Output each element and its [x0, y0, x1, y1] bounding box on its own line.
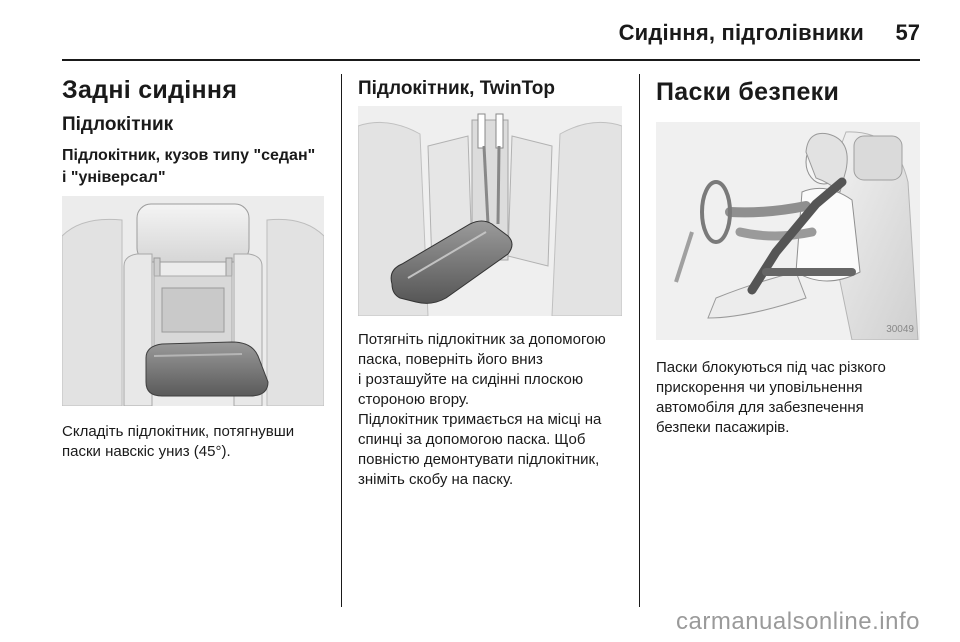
- watermark: carmanualsonline.info: [676, 608, 920, 635]
- figure-seat-belt-driver: [656, 122, 920, 340]
- paragraph-pull-armrest: Потягніть підлокітник за допомогою паска, поверніть його вниз і розташуйте на сидінні плоскою стороною вгору.: [358, 331, 606, 408]
- paragraph-belts-lock: Паски блокуються під час різкого прискорення чи уповільнення автомобіля для забезпечення безпеки пасажирів.: [656, 359, 886, 436]
- figure-rear-armrest-sedan: [62, 196, 324, 406]
- figure-code: 30049: [886, 324, 914, 335]
- column-divider-1: [341, 74, 342, 607]
- column-divider-2: [639, 74, 640, 607]
- page-number: 57: [895, 20, 920, 45]
- subheading-sedan-wagon: Підлокітник, кузов типу "седан" і "універсал": [62, 147, 316, 186]
- paragraph-armrest-held: Підлокітник тримається на місці на спинці за допомогою паска. Щоб повністю демонтувати підлокітник, зніміть скобу на паску.: [358, 411, 602, 488]
- subheading-armrest-twintop: Підлокітник, TwinTop: [358, 78, 556, 99]
- header-rule: [62, 59, 920, 61]
- section-heading-seat-belts: Паски безпеки: [656, 78, 840, 106]
- figure-armrest-twintop: [358, 106, 622, 316]
- running-header-title: Сидіння, підголівники: [618, 20, 864, 45]
- paragraph-fold-armrest: Складіть підлокітник, потягнувши паски навскіс униз (45°).: [62, 423, 295, 460]
- subheading-armrest: Підлокітник: [62, 114, 174, 135]
- section-heading-rear-seats: Задні сидіння: [62, 76, 238, 104]
